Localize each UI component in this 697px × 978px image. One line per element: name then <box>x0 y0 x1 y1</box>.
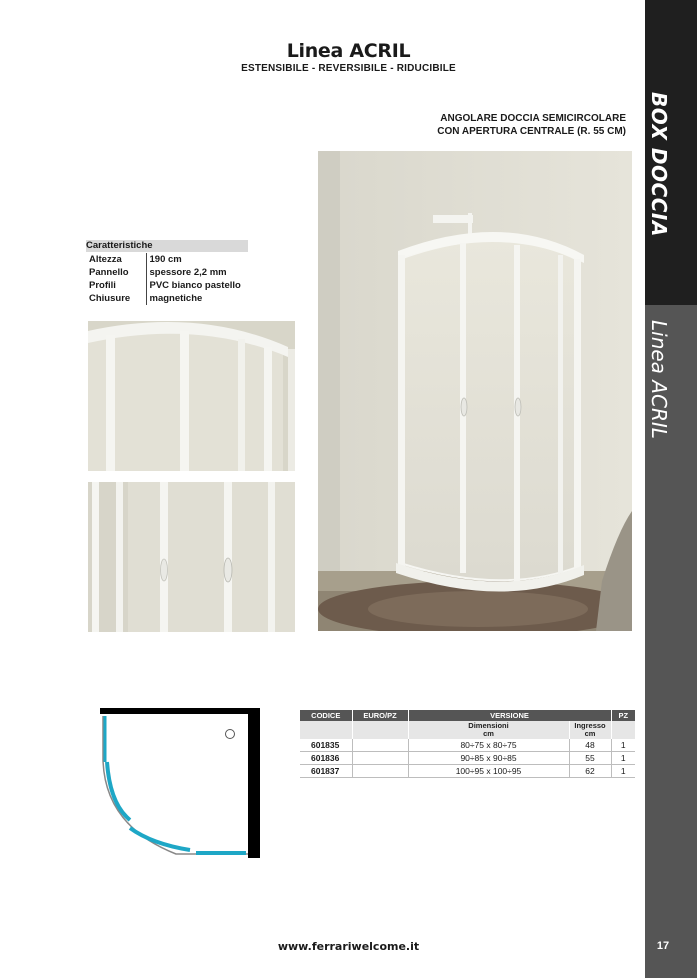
product-table-header <box>300 710 635 721</box>
characteristic-value: PVC bianco pastello <box>149 280 241 291</box>
characteristic-label: Chiusure <box>86 292 146 305</box>
header-euro: EURO/PZ <box>352 710 408 721</box>
subheader-entry-line1: Ingresso <box>574 721 606 730</box>
subheader-entry-line2: cm <box>584 729 596 738</box>
cell-entry: 62 <box>569 765 611 778</box>
cell-entry: 55 <box>569 752 611 765</box>
cell-price <box>352 765 408 778</box>
plan-diagram <box>100 708 260 862</box>
subheader-dimensions <box>408 721 569 739</box>
cell-pz: 1 <box>611 739 635 752</box>
header-versione: VERSIONE <box>408 710 611 721</box>
characteristic-value: spessore 2,2 mm <box>149 267 227 278</box>
cell-dimensions: 80÷75 x 80÷75 <box>408 739 569 752</box>
characteristic-value: 190 cm <box>149 254 182 265</box>
product-title-line1: ANGOLARE DOCCIA SEMICIRCOLARE <box>440 113 626 124</box>
characteristics-row <box>86 279 241 292</box>
header-pz: PZ <box>611 710 635 721</box>
product-title-line2: CON APERTURA CENTRALE (R. 55 CM) <box>437 126 626 137</box>
characteristic-label: Pannello <box>86 266 146 279</box>
cell-price <box>352 752 408 765</box>
page-title: Linea ACRIL <box>286 40 411 62</box>
characteristics-row <box>86 292 241 305</box>
product-photo-detail-bottom <box>88 482 295 632</box>
characteristics-row <box>86 253 241 266</box>
table-row <box>300 765 635 778</box>
characteristic-value: magnetiche <box>149 293 203 304</box>
subheader-dimensions-line2: cm <box>483 729 494 738</box>
subheader-empty <box>352 721 408 739</box>
website-link[interactable]: www.ferrariwelcome.it <box>277 940 420 953</box>
product-table-subheader <box>300 721 635 739</box>
characteristic-label: Altezza <box>86 253 146 266</box>
cell-pz: 1 <box>611 752 635 765</box>
product-photo-main <box>318 151 632 631</box>
cell-code: 601835 <box>300 739 352 752</box>
page-subtitle: ESTENSIBILE - REVERSIBILE - RIDUCIBILE <box>241 63 456 74</box>
characteristics-row <box>86 266 241 279</box>
table-row <box>300 739 635 752</box>
cell-dimensions: 100÷95 x 100÷95 <box>408 765 569 778</box>
characteristic-label: Profili <box>86 279 146 292</box>
characteristics-heading: Caratteristiche <box>86 240 248 252</box>
header-codice: CODICE <box>300 710 352 721</box>
subheader-entry <box>569 721 611 739</box>
product-table <box>300 710 635 778</box>
subheader-dimensions-line1: Dimensioni <box>468 721 509 730</box>
cell-dimensions: 90÷85 x 90÷85 <box>408 752 569 765</box>
side-tab-line: Linea ACRIL <box>647 320 671 439</box>
cell-pz: 1 <box>611 765 635 778</box>
side-tab-category: BOX DOCCIA <box>647 92 671 237</box>
cell-entry: 48 <box>569 739 611 752</box>
subheader-empty <box>611 721 635 739</box>
cell-price <box>352 739 408 752</box>
cell-code: 601837 <box>300 765 352 778</box>
page-number: 17 <box>656 940 670 952</box>
characteristics-table <box>86 253 241 305</box>
product-photo-detail-top <box>88 321 295 471</box>
subheader-empty <box>300 721 352 739</box>
cell-code: 601836 <box>300 752 352 765</box>
product-title <box>437 112 626 138</box>
table-row <box>300 752 635 765</box>
